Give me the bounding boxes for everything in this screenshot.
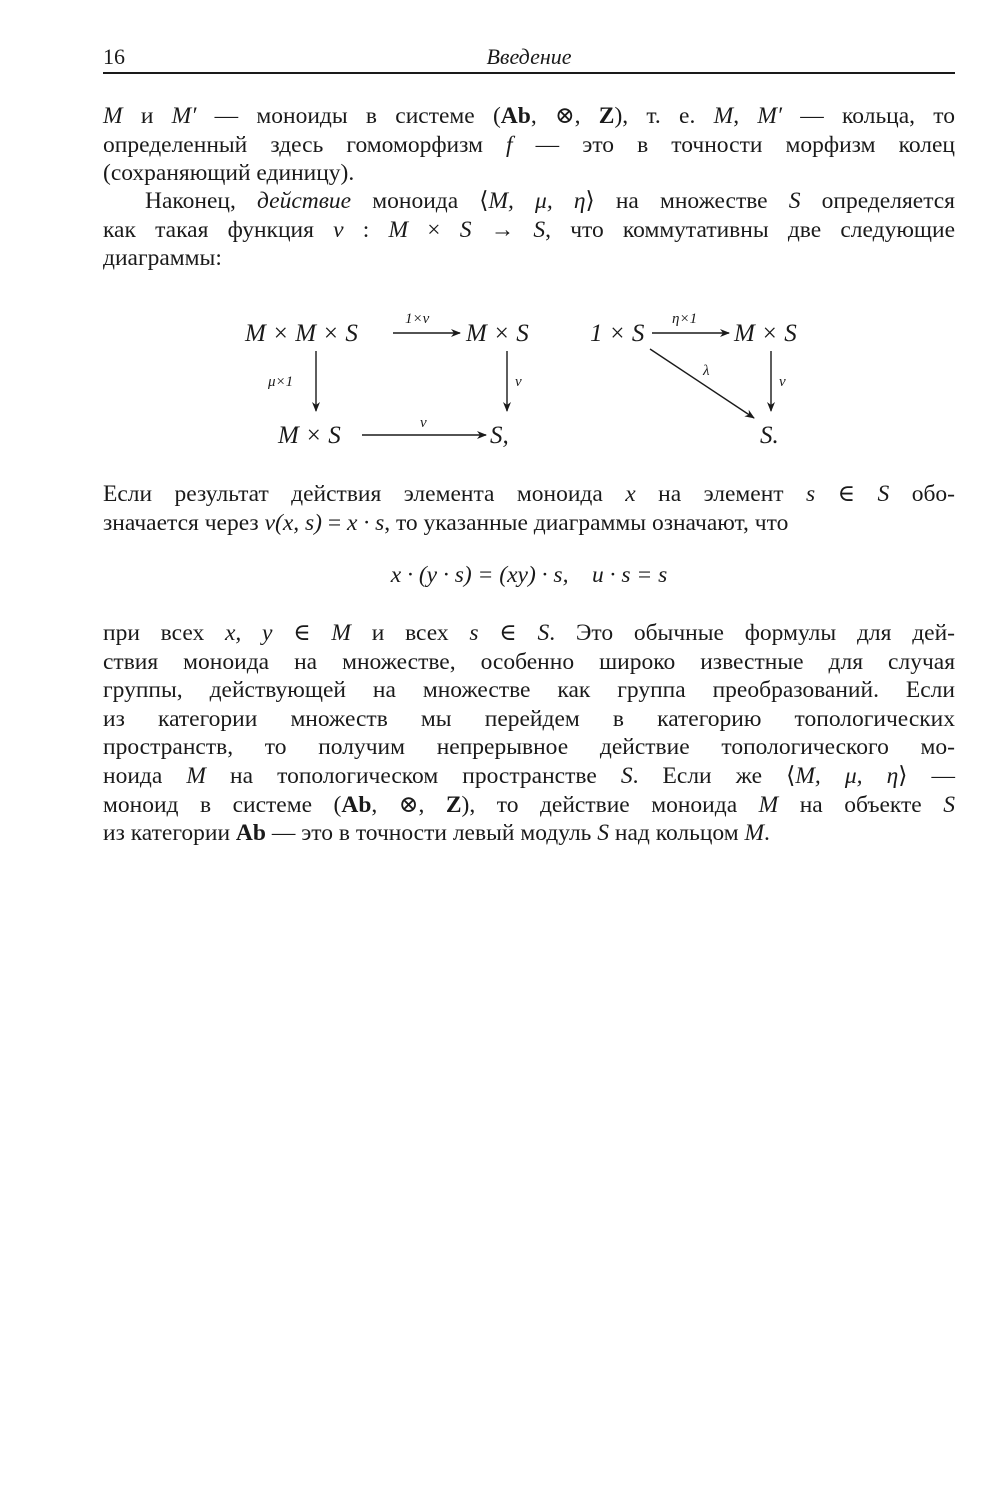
arrow-lambda [650,349,754,418]
text-line: моноид в системе (Ab, ⊗, Z), то действие моноида M на объекте S [103,791,955,818]
text-line: из категории Ab — это в точности левый модуль S над кольцом M. [103,820,770,847]
text-line: ствия моноида на множестве, особенно широко известные для случая [103,648,955,675]
node-m-s-top: M × S [466,320,529,347]
display-formula: x · (y · s) = (xy) · s, u · s = s [390,562,668,588]
text-line: определенный здесь гомоморфизм f — это в точности морфизм колец [103,131,955,158]
right-diagram [590,311,797,449]
node-m-s-bottom: M × S [278,422,341,449]
text-line: Если результат действия элемента моноида x на элемент s ∈ S обо- [103,481,955,507]
text-line: группы, действующей на множестве как группа преобразований. Если [103,677,955,704]
node-s-comma: S, [490,422,509,449]
text-line: как такая функция ν : M × S → S, что коммутативны две следующие [103,216,956,243]
label-nu-right: ν [515,374,522,390]
text-line: пространств, то получим непрерывное действие топологического мо- [103,734,955,761]
node-m-s-right: M × S [734,320,797,347]
left-diagram [244,311,529,449]
running-title: Введение [486,44,572,69]
label-lambda: λ [703,363,710,379]
node-1-s: 1 × S [590,320,645,347]
label-1xnu: 1×ν [405,311,430,327]
label-etax1: η×1 [672,311,698,327]
text-line: диаграммы: [103,245,222,272]
node-s-period: S. [760,422,779,449]
paragraph-3 [103,480,955,537]
text-line: ноида M на топологическом пространстве S. Если же ⟨M, μ, η⟩ — [103,762,955,789]
page-number: 16 [103,44,125,69]
paragraph-4 [103,619,955,848]
label-nu-right-diagram: ν [779,374,786,390]
emphasis-term: действие [256,188,352,214]
text-line: Наконец, действие моноида ⟨M, μ, η⟩ на множестве S определяется [145,188,955,214]
text-line: при всех x, y ∈ M и всех s ∈ S. Это обычные формулы для дей- [103,620,955,646]
label-nu-bottom: ν [420,415,427,431]
text-line: M и M′ — моноиды в системе (Ab, ⊗, Z), т. е. M, M′ — кольца, то [103,103,956,129]
label-mux1: μ×1 [268,374,294,390]
text-line: значается через ν(x, s) = x · s, то указанные диаграммы означают, что [103,509,789,536]
text-line: (сохраняющий единицу). [103,160,355,187]
text-line: из категории множеств мы перейдем в категорию топологических [103,705,955,732]
node-m-m-s: M × M × S [245,320,358,347]
